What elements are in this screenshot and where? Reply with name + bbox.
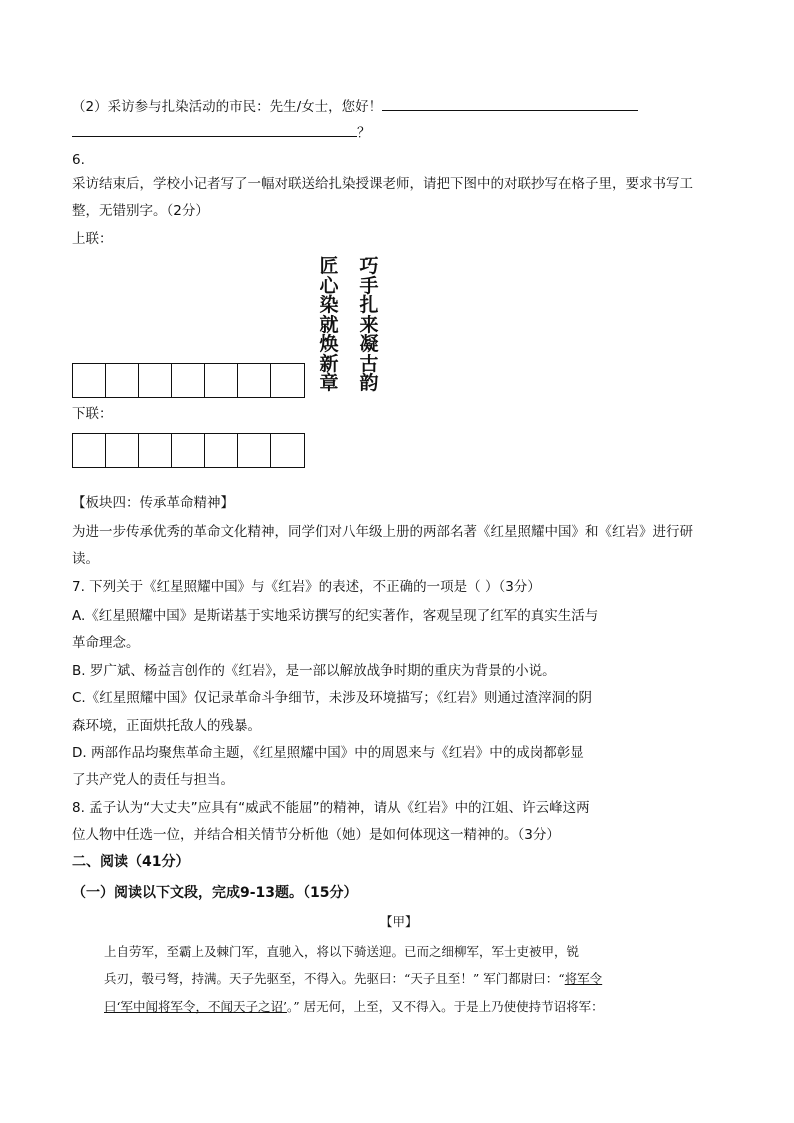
q6-text-line1: 采访结束后，学校小记者写了一幅对联送给扎染授课老师，请把下图中的对联抄写在格子里，要求书写工 <box>72 176 693 192</box>
grid-cell[interactable] <box>238 434 271 467</box>
answer-blank-1[interactable] <box>382 96 638 111</box>
q7-option-b: B. 罗广斌、杨益言创作的《红岩》，是一部以解放战争时期的重庆为背景的小说。 <box>72 663 556 679</box>
answer-blank-2[interactable] <box>72 122 357 137</box>
passage-line3-text: 。” 居无何，上至，又不得入。于是上乃使使持节诏将军： <box>286 999 604 1014</box>
q5-part2-end: ？ <box>357 125 371 141</box>
grid-cell[interactable] <box>106 364 139 397</box>
grid-cell[interactable] <box>139 364 172 397</box>
upper-couplet-grid <box>72 363 305 398</box>
grid-cell[interactable] <box>73 364 106 397</box>
passage-line2-underlined: 将军令 <box>564 971 603 986</box>
grid-cell[interactable] <box>238 364 271 397</box>
q5-part2-prompt: （2）采访参与扎染活动的市民：先生/女士，您好！ <box>72 99 383 115</box>
passage-heading: 【甲】 <box>380 914 418 929</box>
q7-option-a-line2: 革命理念。 <box>72 635 140 651</box>
grid-cell[interactable] <box>73 434 106 467</box>
grid-cell[interactable] <box>271 434 304 467</box>
section2-sub1: （一）阅读以下文段，完成9-13题。（15分） <box>72 885 358 901</box>
q6-text-line2: 整，无错别字。（2分） <box>72 203 209 219</box>
upper-couplet-calligraphy: 巧手扎来凝古韵 <box>359 255 379 394</box>
lower-couplet-grid <box>72 433 305 468</box>
upper-couplet-label: 上联： <box>72 231 113 247</box>
passage-line2 <box>104 970 602 988</box>
section2-title: 二、阅读（41分） <box>72 854 190 870</box>
q7-stem: 7. 下列关于《红星照耀中国》与《红岩》的表述，不正确的一项是（ ）（3分） <box>72 579 541 595</box>
passage-line3-underlined: 曰‘军中闻将军令，不闻天子之诏’ <box>104 999 287 1014</box>
q7-option-d-line2: 了共产党人的责任与担当。 <box>72 772 234 788</box>
passage-line3 <box>104 998 604 1016</box>
module4-title: 【板块四：传承革命精神】 <box>72 495 234 511</box>
passage-line2-text: 兵刃，彀弓弩，持满。天子先驱至，不得入。先驱曰：“天子且至！” 军门都尉曰：“ <box>104 971 565 986</box>
q8-line1: 8. 孟子认为“大丈夫”应具有“威武不能屈”的精神，请从《红岩》中的江姐、许云峰这两 <box>72 800 590 816</box>
lower-couplet-calligraphy: 匠心染就焕新章 <box>319 255 339 394</box>
lower-couplet-label: 下联： <box>72 406 113 422</box>
grid-cell[interactable] <box>172 364 205 397</box>
q6-number: 6. <box>72 152 85 168</box>
passage-line1: 上自劳军，至霸上及棘门军，直驰入，将以下骑送迎。已而之细柳军，军士吏被甲，锐 <box>104 944 580 959</box>
q7-option-d-line1: D. 两部作品均聚焦革命主题，《红星照耀中国》中的周恩来与《红岩》中的成岗都彰显 <box>72 745 584 761</box>
q7-option-c-line2: 森环境，正面烘托敌人的残暴。 <box>72 718 261 734</box>
grid-cell[interactable] <box>172 434 205 467</box>
grid-cell[interactable] <box>139 434 172 467</box>
q5-part2-line1 <box>72 96 638 117</box>
q8-line2: 位人物中任选一位，并结合相关情节分析他（她）是如何体现这一精神的。（3分） <box>72 827 560 843</box>
grid-cell[interactable] <box>271 364 304 397</box>
q7-option-a-line1: A.《红星照耀中国》是斯诺基于实地采访撰写的纪实著作，客观呈现了红军的真实生活与 <box>72 608 599 624</box>
grid-cell[interactable] <box>106 434 139 467</box>
module4-intro-line2: 读。 <box>72 551 99 567</box>
grid-cell[interactable] <box>205 364 238 397</box>
q5-part2-line2 <box>72 122 371 143</box>
grid-cell[interactable] <box>205 434 238 467</box>
module4-intro-line1: 为进一步传承优秀的革命文化精神，同学们对八年级上册的两部名著《红星照耀中国》和《红岩》进行研 <box>72 524 693 540</box>
q7-option-c-line1: C.《红星照耀中国》仅记录革命斗争细节，未涉及环境描写；《红岩》则通过渣滓洞的阴 <box>72 690 592 706</box>
